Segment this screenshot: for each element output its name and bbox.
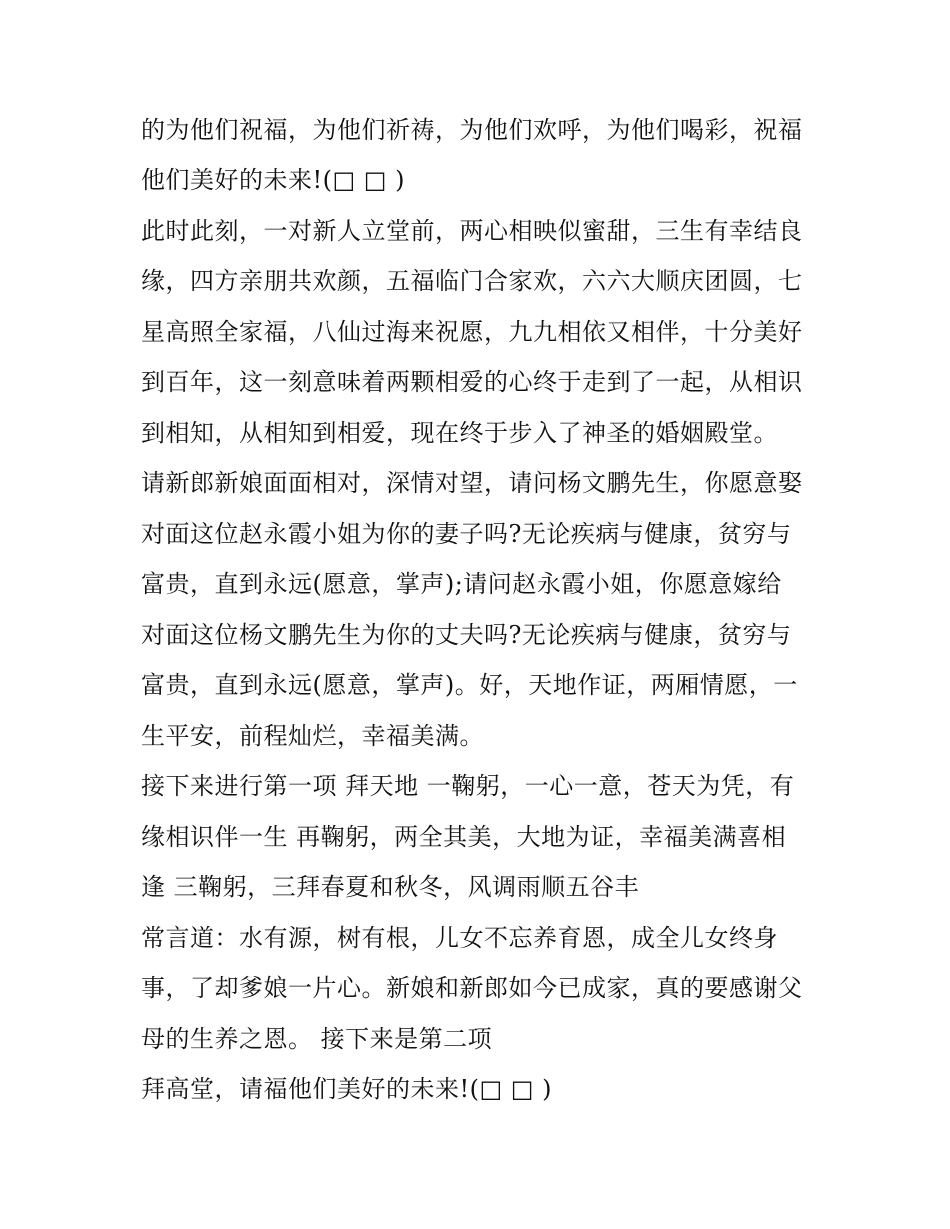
text-line: 星高照全家福，八仙过海来祝愿，九九相依又相伴，十分美好 <box>141 318 803 346</box>
text-line: 母的生养之恩。 接下来是第二项 <box>141 1025 493 1053</box>
text-line: 对面这位赵永霞小姐为你的妻子吗?无论疾病与健康，贫穷与 <box>141 520 792 548</box>
text-line: 到相知，从相知到相爱，现在终于步入了神圣的婚姻殿堂。 <box>141 419 778 447</box>
text-line: 他们美好的未来!(□ □ ) <box>141 166 405 194</box>
text-line: 到百年，这一刻意味着两颗相爱的心终于走到了一起，从相识 <box>141 368 803 396</box>
text-line: 的为他们祝福，为他们祈祷，为他们欢呼，为他们喝彩，祝福 <box>141 116 803 144</box>
text-line: 缘相识伴一生 再鞠躬，两全其美，大地为证，幸福美满喜相 <box>141 823 787 851</box>
text-line: 接下来进行第一项 拜天地 一鞠躬，一心一意，苍天为凭，有 <box>141 772 795 800</box>
text-line: 逢 三鞠躬，三拜春夏和秋冬，风调雨顺五谷丰 <box>141 873 640 901</box>
text-line: 缘，四方亲朋共欢颜，五福临门合家欢，六六大顺庆团圆，七 <box>141 267 803 295</box>
text-line: 富贵，直到永远(愿意，掌声)。好，天地作证，两厢情愿，一 <box>141 671 798 699</box>
text-line: 常言道：水有源，树有根，儿女不忘养育恩，成全儿女终身 <box>141 924 778 952</box>
text-line: 请新郎新娘面面相对，深情对望，请问杨文鹏先生，你愿意娶 <box>141 469 803 497</box>
text-line: 事，了却爹娘一片心。新娘和新郎如今已成家，真的要感谢父 <box>141 974 803 1002</box>
text-line: 此时此刻，一对新人立堂前，两心相映似蜜甜，三生有幸结良 <box>141 217 803 245</box>
text-line: 生平安，前程灿烂，幸福美满。 <box>141 722 484 750</box>
text-line: 对面这位杨文鹏先生为你的丈夫吗?无论疾病与健康，贫穷与 <box>141 621 792 649</box>
text-line: 富贵，直到永远(愿意，掌声);请问赵永霞小姐，你愿意嫁给 <box>141 570 782 598</box>
text-line: 拜高堂，请福他们美好的未来!(□ □ ) <box>141 1075 552 1103</box>
